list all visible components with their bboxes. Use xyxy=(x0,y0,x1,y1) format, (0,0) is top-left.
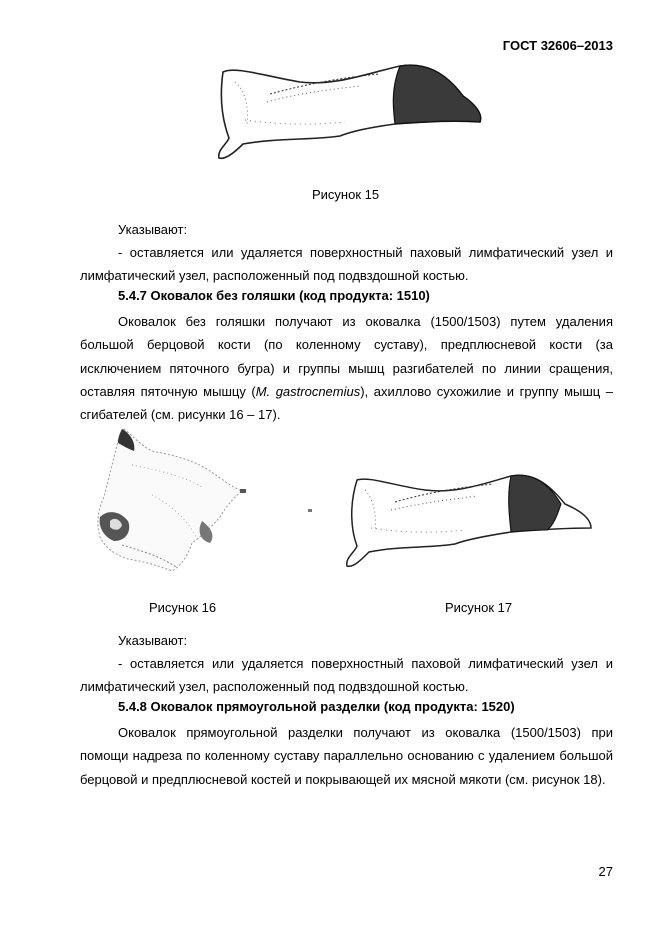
block1-text: - оставляется или удаляется поверхностный паховый лимфатический узел и лимфатический узел, расположенный под подвздошной костью. xyxy=(80,245,613,284)
section-548-text: Оковалок прямоугольной разделки получают из оковалка (1500/1503) при помощи надреза по коленному суставу параллельно основанию с удалением большой берцовой и предплюсневой костей и покрывающей их мясной мякоти (см. рисунок 18). xyxy=(80,725,613,787)
figure-16-caption: Рисунок 16 xyxy=(149,600,217,615)
figure-16-image xyxy=(92,425,272,585)
latin-muscle-name: M. gastrocnemius xyxy=(255,383,361,399)
figure-17-image xyxy=(335,470,600,575)
block1-intro: Указывают: xyxy=(118,222,188,237)
section-548-heading: 5.4.8 Оковалок прямоугольной разделки (код продукта: 1520) xyxy=(118,699,515,714)
figure-15-caption: Рисунок 15 xyxy=(312,187,380,202)
document-code: ГОСТ 32606–2013 xyxy=(502,38,613,53)
page-number: 27 xyxy=(598,864,613,879)
figure-17-caption: Рисунок 17 xyxy=(445,600,513,615)
block2-text: - оставляется или удаляется поверхностный паховой лимфатический узел и лимфатический узел, расположенный под подвздошной костью. xyxy=(80,656,613,695)
section-547-heading: 5.4.7 Оковалок без голяшки (код продукта: 1510) xyxy=(118,288,430,303)
block2-intro: Указывают: xyxy=(118,633,188,648)
section-547-text: Оковалок без голяшки получают из оковалка (1500/1503) путем удаления большой берцовой кости (по коленному суставу), предплюсневой кости (за исключением пяточного бугра) и группы мышц разгибателей по линии сращения, оставляя пяточную мышцу (M. gastrocnemius), ахиллово сухожилие и группу мышц – сгибателей (см. рисунки 16 – 17). xyxy=(80,314,613,423)
figure-15-image xyxy=(205,60,490,170)
